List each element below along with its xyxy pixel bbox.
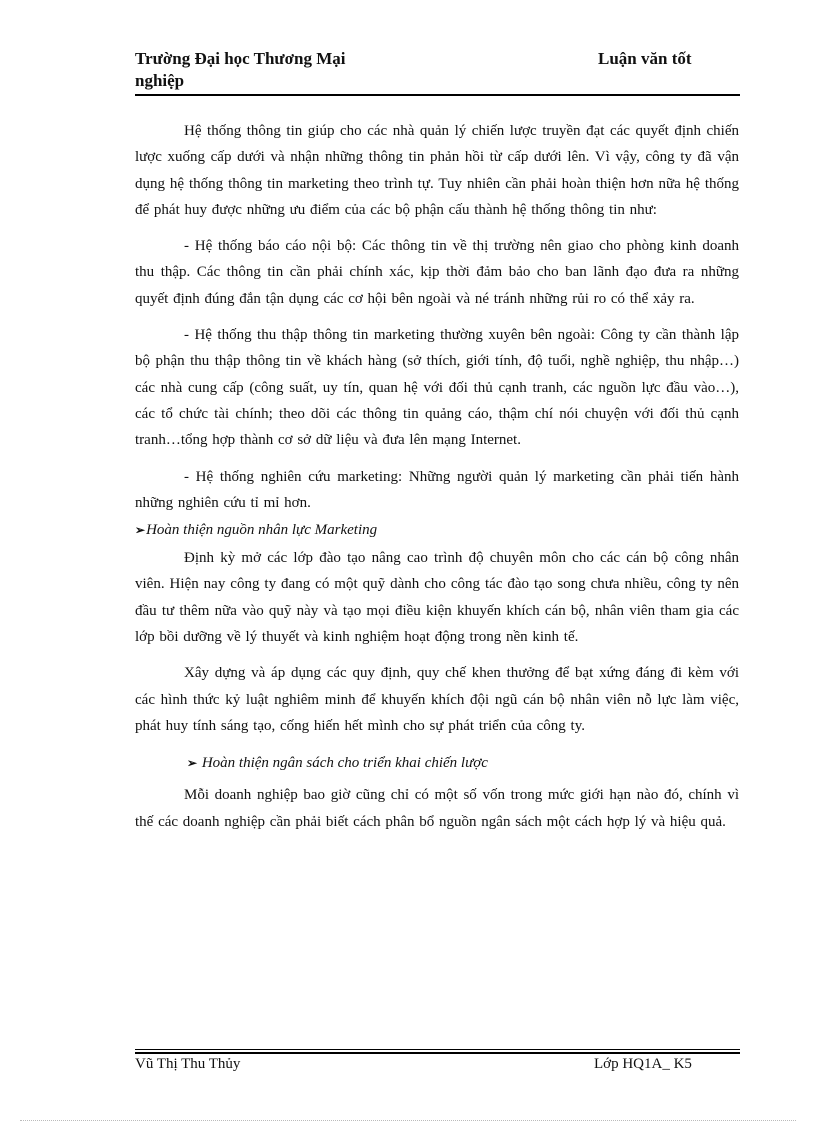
paragraph-7: Mỗi doanh nghiệp bao giờ cũng chỉ có một số vốn trong mức giới hạn nào đó, chính vì thế các doanh nghiệp cần phải biết cách phân bổ nguồn ngân sách một cách hợp lý và hiệu quả. — [135, 787, 739, 830]
heading-text: Hoàn thiện nguồn nhân lực Marketing — [146, 522, 378, 539]
footer-divider — [135, 1049, 740, 1050]
paragraph-1: Hệ thống thông tin giúp cho các nhà quản lý chiến lược truyền đạt các quyết định chiến lược xuống cấp dưới và nhận những thông tin phản hồi từ cấp dưới lên. Vì vậy, công ty đã vận dụng hệ thống thông tin marketing theo trình tự. Tuy nhiên cần phải hoàn thiện hơn nữa hệ thống để phát huy được những ưu điểm của các bộ phận cấu thành hệ thống thông tin như: — [135, 123, 739, 218]
page-header — [135, 46, 740, 96]
header-thesis-cont: nghiệp — [135, 71, 185, 90]
page-body — [135, 118, 739, 845]
heading-budget — [135, 749, 739, 778]
paragraph-5: Định kỳ mở các lớp đào tạo nâng cao trình độ chuyên môn cho các cán bộ công nhân viên. Hiện nay công ty đang có một quỹ dành cho công tác đào tạo song chưa nhiều, công ty nên đầu tư thêm nữa vào quỹ này và tạo mọi điều kiện khuyến khích cán bộ, nhân viên tham gia các lớp bồi dưỡng về lý thuyết và kinh nghiệm hoạt động trong nền kinh tế. — [135, 550, 739, 646]
header-thesis: Luận văn tốt — [598, 49, 692, 68]
heading-text: Hoàn thiện ngân sách cho triển khai chiến lược — [201, 755, 488, 772]
arrow-bullet-icon: ➢ — [135, 523, 146, 538]
heading-human-resources — [135, 516, 739, 545]
paragraph-3: - Hệ thống thu thập thông tin marketing thường xuyên bên ngoài: Công ty cần thành lập bộ phận thu thập thông tin về khách hàng (sở thích, giới tính, độ tuổi, nghề nghiệp, thu nhập…) các nhà cung cấp (công suất, uy tín, quan hệ với đối thủ cạnh tranh, các nguồn lực đầu vào…), các tổ chức tài chính; theo dõi các thông tin quảng cáo, thậm chí nói chuyện với đối thủ cạnh tranh…tổng hợp thành cơ sở dữ liệu và đưa lên mạng Internet. — [135, 327, 739, 449]
paragraph-2: - Hệ thống báo cáo nội bộ: Các thông tin về thị trường nên giao cho phòng kinh doanh thu thập. Các thông tin cần phải chính xác, kịp thời đảm bảo cho ban lãnh đạo đưa ra những quyết định đúng đắn tận dụng các cơ hội bên ngoài và né tránh những rủi ro có thể xảy ra. — [135, 238, 739, 307]
header-school: Trường Đại học Thương Mại — [135, 49, 346, 68]
arrow-bullet-icon: ➢ — [187, 756, 198, 771]
footer-author: Vũ Thị Thu Thủy — [135, 1056, 241, 1072]
paragraph-6: Xây dựng và áp dụng các quy định, quy chế khen thưởng để bạt xứng đáng đi kèm với các hình thức kỷ luật nghiêm minh để khuyến khích đội ngũ cán bộ nhân viên nỗ lực làm việc, phát huy tính sáng tạo, cống hiến hết mình cho sự phát triển của công ty. — [135, 665, 739, 734]
footer-class: Lớp HQ1A_ K5 — [594, 1056, 692, 1072]
paragraph-4: - Hệ thống nghiên cứu marketing: Những người quản lý marketing cần phải tiến hành những nghiên cứu tỉ mỉ hơn. — [135, 468, 739, 511]
page-edge — [20, 1120, 796, 1121]
footer-divider-thick — [135, 1052, 740, 1054]
